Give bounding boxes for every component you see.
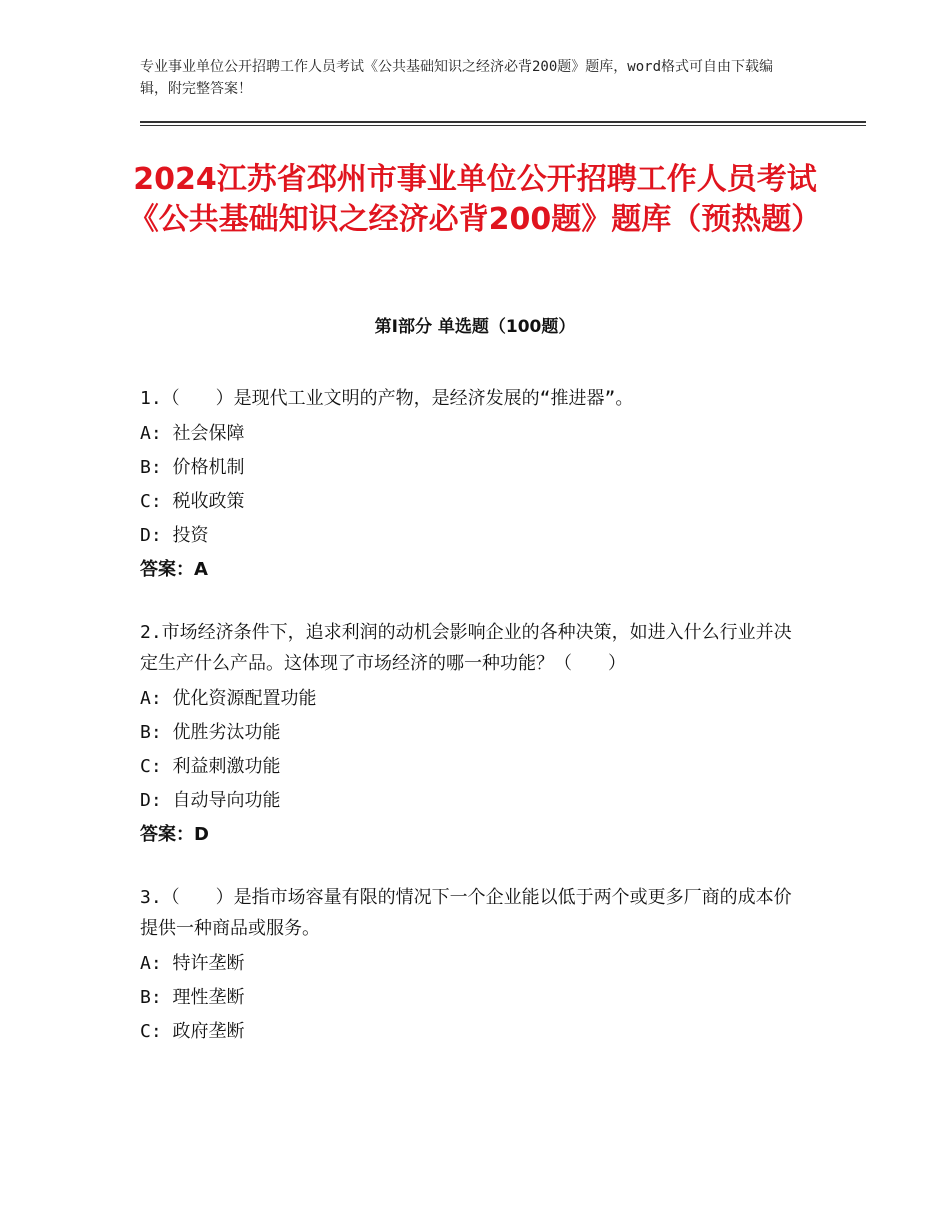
option-c: C: 利益刺激功能 (140, 756, 281, 777)
question-1 (140, 383, 800, 587)
question-stem: 1.（ ）是现代工业文明的产物，是经济发展的“推进器”。 (140, 388, 634, 409)
question-stem: 2.市场经济条件下，追求利润的动机会影响企业的各种决策，如进入什么行业并决定生产什么产品。这体现了市场经济的哪一种功能？（ ） (140, 622, 792, 674)
option-c: C: 税收政策 (140, 491, 245, 512)
option-d: D: 投资 (140, 525, 209, 546)
answer-line: 答案：D (140, 824, 209, 845)
option-c: C: 政府垄断 (140, 1021, 245, 1042)
header-note: 专业事业单位公开招聘工作人员考试《公共基础知识之经济必背200题》题库，word格式可自由下载编辑，附完整答案！ (140, 59, 773, 97)
question-stem: 3.（ ）是指市场容量有限的情况下一个企业能以低于两个或更多厂商的成本价提供一种商品或服务。 (140, 887, 792, 939)
header-divider (140, 121, 866, 126)
option-d: D: 自动导向功能 (140, 790, 281, 811)
option-a: A: 优化资源配置功能 (140, 688, 317, 709)
option-b: B: 优胜劣汰功能 (140, 722, 281, 743)
document-title: 2024江苏省邳州市事业单位公开招聘工作人员考试《公共基础知识之经济必背200题》题库（预热题） (128, 162, 822, 237)
question-3 (140, 882, 800, 1049)
question-list (140, 383, 800, 1079)
section-title: 第I部分 单选题（100题） (374, 317, 576, 337)
answer-line: 答案：A (140, 559, 208, 580)
option-b: B: 理性垄断 (140, 987, 245, 1008)
option-a: A: 特许垄断 (140, 953, 245, 974)
option-a: A: 社会保障 (140, 423, 245, 444)
question-2 (140, 617, 800, 852)
option-b: B: 价格机制 (140, 457, 245, 478)
